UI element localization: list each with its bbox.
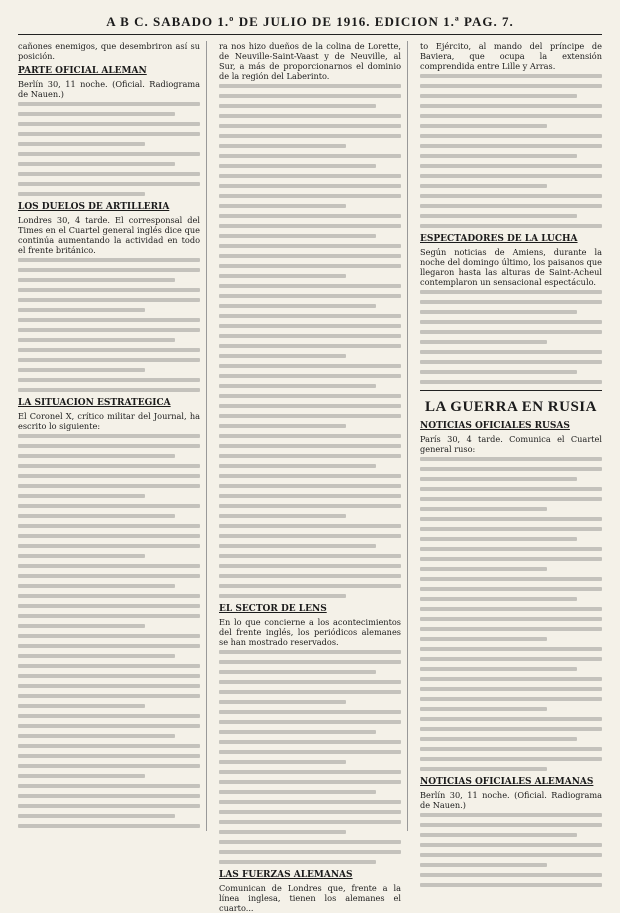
column-3 xyxy=(420,41,602,831)
section-text: Comunican de Londres que, frente a la línea inglesa, tienen los alemanes el cuarto... xyxy=(219,883,401,913)
section-title: NOTICIAS OFICIALES RUSAS xyxy=(420,421,570,431)
section-text: Berlín 30, 11 noche. (Oficial. Radiograma de Nauen.) xyxy=(18,79,200,99)
section-title: LOS DUELOS DE ARTILLERIA xyxy=(18,202,170,212)
section-title: NOTICIAS OFICIALES ALEMANAS xyxy=(420,777,594,787)
column-1-lead: cañones enemigos, que desembriron así su posición. xyxy=(18,41,200,61)
headline: LA GUERRA EN RUSIA xyxy=(425,399,597,415)
section-text: Según noticias de Amiens, durante la noche del domingo último, los paisanos que llegaron hasta las alturas de Saint-Acheul contemplaron un sensacional espectáculo. xyxy=(420,247,602,287)
section-title: ESPECTADORES DE LA LUCHA xyxy=(420,234,578,244)
text-lines xyxy=(420,457,602,771)
text-lines xyxy=(420,290,602,384)
text-lines xyxy=(219,650,401,864)
section-text: En lo que concierne a los acontecimientos del frente inglés, los periódicos alemanes se han mostrado reservados. xyxy=(219,617,401,647)
column-3-lead: to Ejército, al mando del príncipe de Baviera, que ocupa la extensión comprendida entre Lille y Arras. xyxy=(420,41,602,71)
section-title: LA SITUACION ESTRATEGICA xyxy=(18,398,171,408)
text-lines xyxy=(18,258,200,392)
column-2 xyxy=(219,41,408,913)
page-masthead: A B C. SABADO 1.º DE JULIO DE 1916. EDICION 1.ª PAG. 7. xyxy=(18,14,602,35)
text-lines xyxy=(18,434,200,828)
section-title: LAS FUERZAS ALEMANAS xyxy=(219,870,353,880)
columns xyxy=(18,41,602,913)
section-text: Londres 30, 4 tarde. El corresponsal del Times en el Cuartel general inglés dice que continúa aumentando la actividad en todo el frente británico. xyxy=(18,215,200,255)
section-text: Berlín 30, 11 noche. (Oficial. Radiograma de Nauen.) xyxy=(420,790,602,810)
headline-rule xyxy=(420,390,602,391)
column-1 xyxy=(18,41,207,831)
section-text: París 30, 4 tarde. Comunica el Cuartel general ruso: xyxy=(420,434,602,454)
section-title: EL SECTOR DE LENS xyxy=(219,604,327,614)
text-lines xyxy=(420,74,602,228)
section-title: PARTE OFICIAL ALEMAN xyxy=(18,66,147,76)
text-lines xyxy=(420,813,602,887)
column-2-lead: ra nos hizo dueños de la colina de Lorette, de Neuville-Saint-Vaast y de Neuville, al Sur, a más de proporcionarnos el dominio de la región del Laberinto. xyxy=(219,41,401,81)
text-lines xyxy=(18,102,200,196)
section-text: El Coronel X, crítico militar del Journal, ha escrito lo siguiente: xyxy=(18,411,200,431)
text-lines xyxy=(219,84,401,598)
